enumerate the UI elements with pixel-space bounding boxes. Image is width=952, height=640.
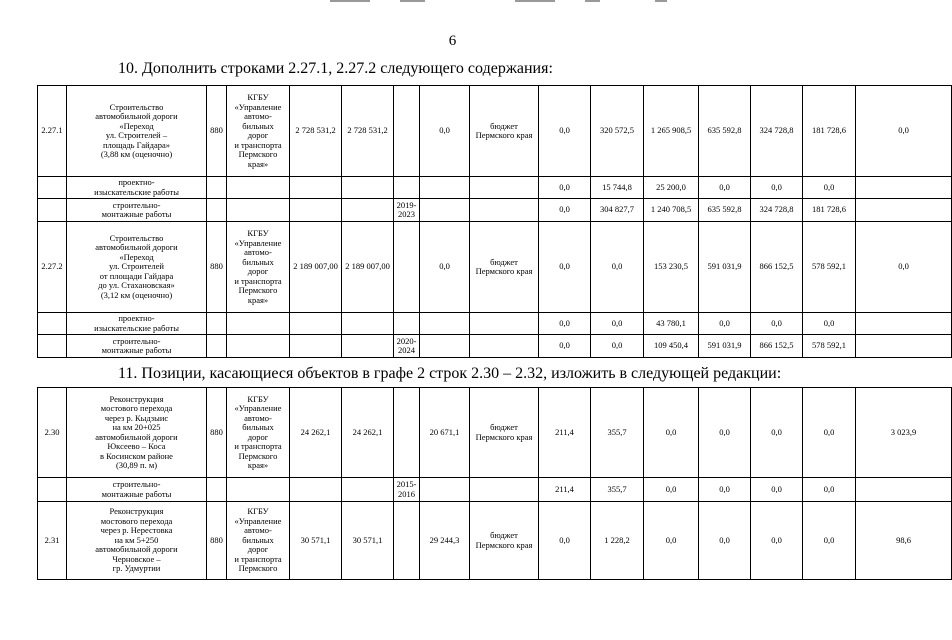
- table-cell: 324 728,8: [751, 199, 803, 222]
- table-cell: проектно- изыскательские работы: [67, 177, 207, 199]
- table-cell: 0,0: [699, 177, 751, 199]
- table-cell: 29 244,3: [420, 502, 470, 580]
- table-cell: 0,0: [751, 478, 803, 502]
- table-cell: [470, 313, 539, 335]
- table-cell: 43 780,1: [644, 313, 699, 335]
- table-cell: [38, 478, 67, 502]
- table-cell: 2.27.2: [38, 222, 67, 313]
- table-cell: 2.30: [38, 388, 67, 478]
- table-cell: 0,0: [539, 502, 591, 580]
- table-cell: строительно- монтажные работы: [67, 199, 207, 222]
- table-cell: 25 200,0: [644, 177, 699, 199]
- table-cell: [227, 313, 290, 335]
- table-cell: [394, 86, 420, 177]
- table-cell: [38, 199, 67, 222]
- table-cell: КГБУ «Управление автомо- бильных дорог и транспорта Пермского края»: [227, 388, 290, 478]
- table-cell: [470, 478, 539, 502]
- table-cell: 591 031,9: [699, 335, 751, 358]
- table-cell: 0,0: [803, 502, 856, 580]
- table-cell: 866 152,5: [751, 222, 803, 313]
- table-cell: 181 728,6: [803, 86, 856, 177]
- table-cell: 880: [207, 222, 227, 313]
- table-cell: [420, 478, 470, 502]
- table-cell: [342, 335, 394, 358]
- table-cell: [420, 313, 470, 335]
- table-cell: Строительство автомобильной дороги «Переход ул. Строителей от площади Гайдара до ул. Стахановская» (3,12 км (оценочно): [67, 222, 207, 313]
- table-row: [38, 199, 952, 222]
- table-cell: 211,4: [539, 478, 591, 502]
- table-row: [38, 502, 952, 580]
- table-cell: 0,0: [699, 478, 751, 502]
- table-cell: 0,0: [803, 388, 856, 478]
- table-cell: бюджет Пермского края: [470, 502, 539, 580]
- table-cell: [290, 313, 342, 335]
- table-cell: 2 728 531,2: [290, 86, 342, 177]
- table-cell: 866 152,5: [751, 335, 803, 358]
- table-cell: 1 228,2: [591, 502, 644, 580]
- table-cell: 880: [207, 388, 227, 478]
- table-cell: [290, 478, 342, 502]
- cut-off-header-remnants: [0, 0, 905, 6]
- table-cell: 2 189 007,00: [342, 222, 394, 313]
- table-cell: [342, 199, 394, 222]
- table-cell: 109 450,4: [644, 335, 699, 358]
- table-cell: [470, 335, 539, 358]
- table-cell: [420, 177, 470, 199]
- table-cell: [420, 335, 470, 358]
- table-cell: [207, 478, 227, 502]
- table-cell: 153 230,5: [644, 222, 699, 313]
- table-cell: 15 744,8: [591, 177, 644, 199]
- table-cell: 0,0: [803, 177, 856, 199]
- table-cell: [227, 177, 290, 199]
- table-cell: 0,0: [699, 502, 751, 580]
- table-row: [38, 388, 952, 478]
- table-cell: проектно- изыскательские работы: [67, 313, 207, 335]
- table-cell: [342, 313, 394, 335]
- table-cell: [394, 177, 420, 199]
- table-cell: 0,0: [420, 86, 470, 177]
- table-cell: 0,0: [803, 478, 856, 502]
- table-cell: [470, 177, 539, 199]
- table-cell: 0,0: [420, 222, 470, 313]
- table-cell: [290, 199, 342, 222]
- table-cell: 0,0: [751, 177, 803, 199]
- table-cell: [394, 388, 420, 478]
- table-cell: 0,0: [591, 335, 644, 358]
- table-row: [38, 222, 952, 313]
- table-cell: 0,0: [539, 313, 591, 335]
- table-cell: [856, 177, 952, 199]
- table-cell: 211,4: [539, 388, 591, 478]
- section-10-table: [37, 85, 952, 358]
- table-cell: 98,6: [856, 502, 952, 580]
- table-cell: 0,0: [591, 313, 644, 335]
- table-cell: 0,0: [539, 222, 591, 313]
- table-cell: 0,0: [539, 177, 591, 199]
- table-cell: [394, 313, 420, 335]
- table-cell: [38, 313, 67, 335]
- table-row: [38, 478, 952, 502]
- table-cell: 0,0: [699, 313, 751, 335]
- table-row: [38, 86, 952, 177]
- table-cell: КГБУ «Управление автомо- бильных дорог и транспорта Пермского края»: [227, 222, 290, 313]
- table-cell: 2 189 007,00: [290, 222, 342, 313]
- table-cell: Строительство автомобильной дороги «Переход ул. Строителей – площадь Гайдара» (3,88 км (оценочно): [67, 86, 207, 177]
- section-11-heading: 11. Позиции, касающиеся объектов в графе 2 строк 2.30 – 2.32, изложить в следующей редакции:: [118, 365, 782, 382]
- table-cell: [207, 313, 227, 335]
- table-cell: 880: [207, 86, 227, 177]
- table-cell: [342, 177, 394, 199]
- table-cell: [38, 335, 67, 358]
- table-cell: 0,0: [751, 388, 803, 478]
- table-cell: [227, 478, 290, 502]
- table-cell: [394, 502, 420, 580]
- table-cell: [207, 199, 227, 222]
- page-number: 6: [448, 33, 457, 49]
- table-cell: 591 031,9: [699, 222, 751, 313]
- table-cell: КГБУ «Управление автомо- бильных дорог и транспорта Пермского края»: [227, 86, 290, 177]
- table-cell: [420, 199, 470, 222]
- table-cell: 0,0: [699, 388, 751, 478]
- table-cell: бюджет Пермского края: [470, 388, 539, 478]
- table-cell: 2020- 2024: [394, 335, 420, 358]
- table-cell: [856, 478, 952, 502]
- table-row: [38, 335, 952, 358]
- table-cell: 304 827,7: [591, 199, 644, 222]
- table-cell: 30 571,1: [290, 502, 342, 580]
- table-cell: КГБУ «Управление автомо- бильных дорог и транспорта Пермского: [227, 502, 290, 580]
- table-row: [38, 313, 952, 335]
- table-cell: 0,0: [751, 502, 803, 580]
- table-cell: 355,7: [591, 388, 644, 478]
- table-cell: [856, 335, 952, 358]
- table-cell: 1 240 708,5: [644, 199, 699, 222]
- table-cell: [342, 478, 394, 502]
- table-cell: бюджет Пермского края: [470, 86, 539, 177]
- table-cell: 0,0: [856, 222, 952, 313]
- table-cell: 320 572,5: [591, 86, 644, 177]
- table-cell: 2.31: [38, 502, 67, 580]
- table-cell: [290, 335, 342, 358]
- table-cell: 0,0: [539, 199, 591, 222]
- table-cell: [470, 199, 539, 222]
- table-cell: 0,0: [539, 335, 591, 358]
- table-cell: [856, 199, 952, 222]
- table-cell: Реконструкция мостового перехода через р. Нерестовка на км 5+250 автомобильной дороги Черновское – гр. Удмуртии: [67, 502, 207, 580]
- table-cell: строительно- монтажные работы: [67, 478, 207, 502]
- table-cell: [394, 222, 420, 313]
- table-cell: 2.27.1: [38, 86, 67, 177]
- table-cell: 0,0: [644, 478, 699, 502]
- table-cell: 20 671,1: [420, 388, 470, 478]
- table-cell: [290, 177, 342, 199]
- table-cell: 0,0: [751, 313, 803, 335]
- table-cell: 1 265 908,5: [644, 86, 699, 177]
- table-cell: строительно- монтажные работы: [67, 335, 207, 358]
- table-row: [38, 177, 952, 199]
- section-10-heading: 10. Дополнить строками 2.27.1, 2.27.2 следующего содержания:: [118, 60, 553, 77]
- table-cell: 578 592,1: [803, 222, 856, 313]
- table-cell: [207, 177, 227, 199]
- table-cell: 0,0: [591, 222, 644, 313]
- table-cell: 3 023,9: [856, 388, 952, 478]
- table-cell: 0,0: [539, 86, 591, 177]
- table-cell: бюджет Пермского края: [470, 222, 539, 313]
- section-11-table: [37, 387, 952, 580]
- table-cell: Реконструкция мостового перехода через р. Кыдзыис на км 20+025 автомобильной дороги Юксеево – Коса в Косинском районе (30,89 п. м): [67, 388, 207, 478]
- table-cell: 24 262,1: [290, 388, 342, 478]
- table-cell: 355,7: [591, 478, 644, 502]
- table-cell: [227, 335, 290, 358]
- table-cell: [38, 177, 67, 199]
- table-cell: 24 262,1: [342, 388, 394, 478]
- table-cell: 0,0: [644, 388, 699, 478]
- table-cell: 2 728 531,2: [342, 86, 394, 177]
- table-cell: [227, 199, 290, 222]
- table-cell: 635 592,8: [699, 199, 751, 222]
- table-cell: [207, 335, 227, 358]
- table-cell: 635 592,8: [699, 86, 751, 177]
- table-cell: 2019- 2023: [394, 199, 420, 222]
- table-cell: 0,0: [644, 502, 699, 580]
- table-cell: 0,0: [803, 313, 856, 335]
- table-cell: 2015- 2016: [394, 478, 420, 502]
- table-cell: 880: [207, 502, 227, 580]
- table-cell: [856, 313, 952, 335]
- table-cell: 0,0: [856, 86, 952, 177]
- table-cell: 30 571,1: [342, 502, 394, 580]
- table-cell: 324 728,8: [751, 86, 803, 177]
- table-cell: 181 728,6: [803, 199, 856, 222]
- table-cell: 578 592,1: [803, 335, 856, 358]
